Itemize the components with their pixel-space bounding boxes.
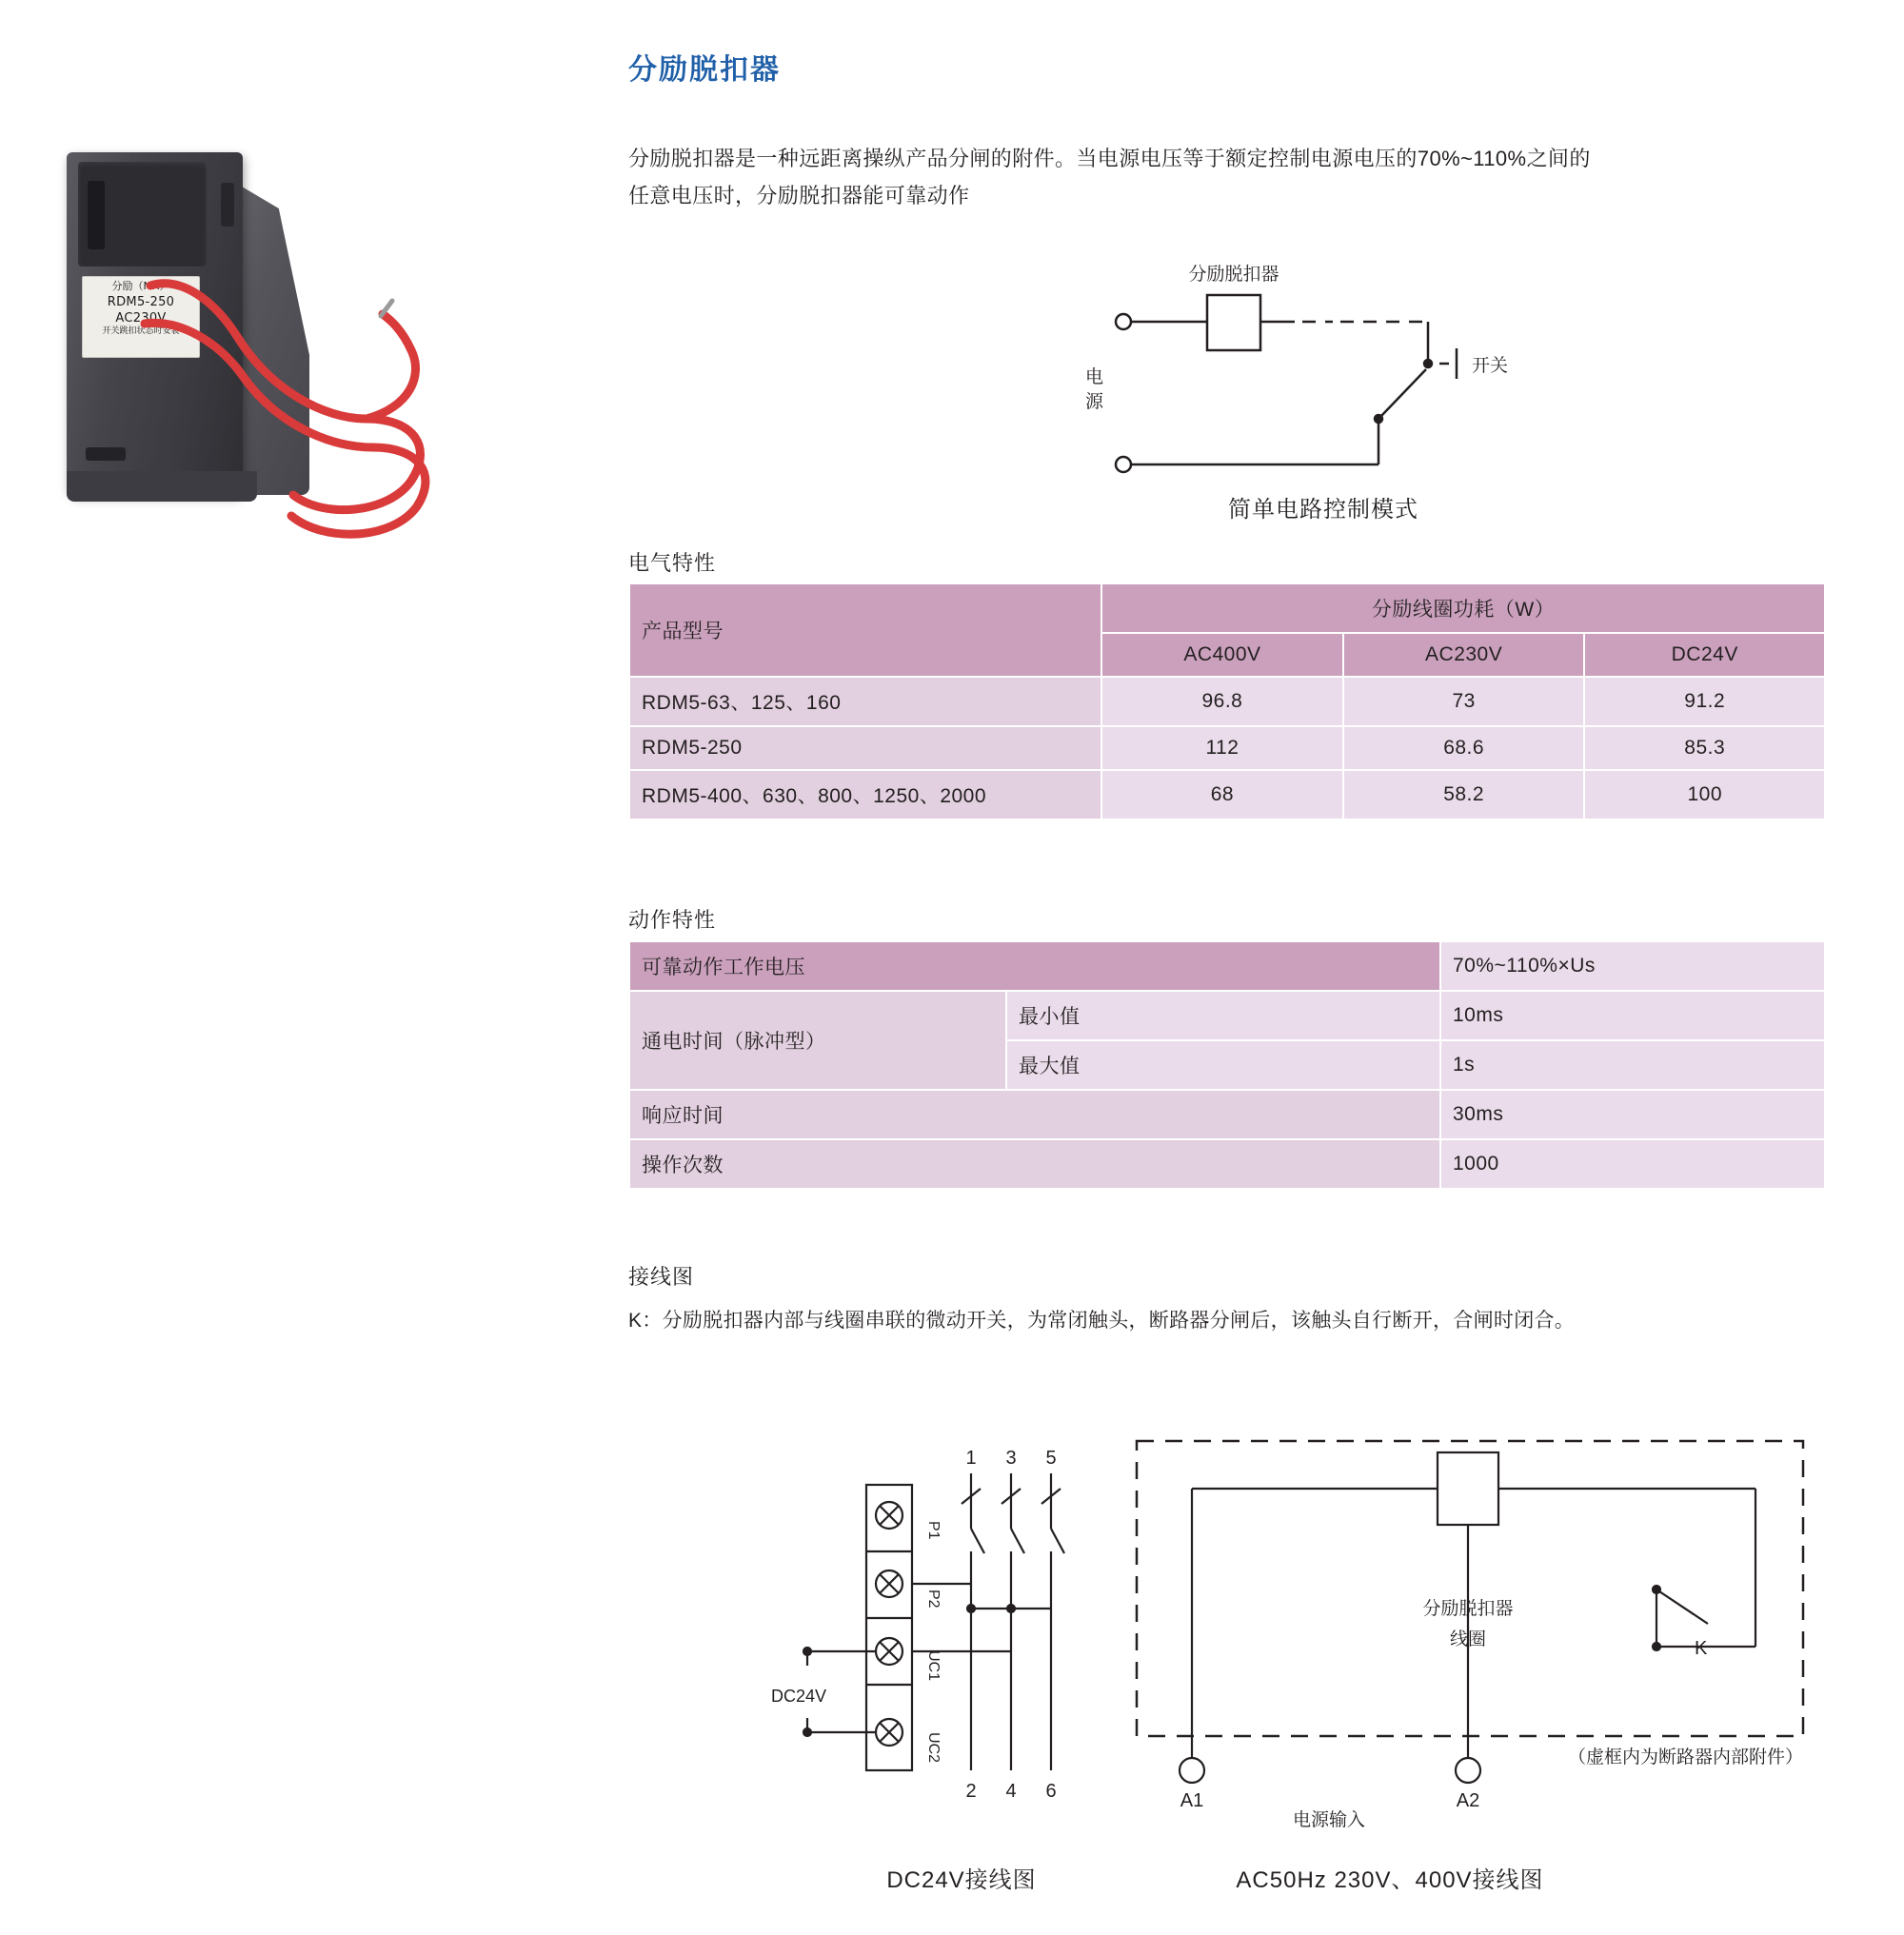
cell-value: 70%~110%×Us: [1440, 941, 1825, 991]
cell-value: 68: [1101, 770, 1343, 819]
cell-label: 响应时间: [629, 1090, 1440, 1139]
dc24v-wiring-diagram: [762, 1447, 1180, 1827]
col-ac400v: AC400V: [1101, 633, 1343, 677]
col-dc24v: DC24V: [1584, 633, 1825, 677]
product-photo: [38, 133, 628, 562]
table-row: [629, 1090, 1825, 1139]
table-row: [629, 583, 1825, 633]
simple-circuit-device-label: 分励脱扣器: [1188, 265, 1279, 285]
cell-value: 68.6: [1343, 726, 1585, 770]
cell-model: RDM5-250: [629, 726, 1101, 770]
cell-value: 85.3: [1584, 726, 1825, 770]
device-label-line4: 开关跳扣状态时安装: [102, 326, 180, 336]
svg-text:P2: P2: [925, 1589, 942, 1609]
svg-text:（虚框内为断路器内部附件）: （虚框内为断路器内部附件）: [1567, 1747, 1803, 1767]
svg-text:K: K: [1695, 1638, 1708, 1659]
device-label-line3: AC230V: [115, 310, 167, 326]
cell-model: RDM5-63、125、160: [629, 677, 1101, 726]
cell-label: 通电时间（脉冲型）: [629, 991, 1006, 1090]
svg-text:A2: A2: [1456, 1790, 1480, 1811]
svg-text:6: 6: [1045, 1781, 1057, 1802]
col-ac230v: AC230V: [1343, 633, 1585, 677]
dc24v-caption: DC24V接线图: [886, 1867, 1037, 1893]
action-characteristics-table: [628, 940, 1826, 1190]
svg-text:源: 源: [1085, 392, 1104, 412]
svg-text:4: 4: [1005, 1781, 1017, 1802]
table-row: [629, 770, 1825, 819]
table-row: [629, 1139, 1825, 1189]
ac-caption: AC50Hz 230V、400V接线图: [1236, 1867, 1544, 1893]
device-label-line2: RDM5-250: [107, 294, 175, 309]
section-label-electrical: 电气特性: [628, 551, 717, 575]
cell-label: 操作次数: [629, 1139, 1440, 1189]
svg-text:UC2: UC2: [925, 1732, 942, 1764]
svg-text:1: 1: [965, 1448, 977, 1469]
svg-text:3: 3: [1005, 1448, 1017, 1469]
simple-circuit-caption: 简单电路控制模式: [1228, 497, 1418, 523]
cell-value: 112: [1101, 726, 1343, 770]
wiring-note: K：分励脱扣器内部与线圈串联的微动开关，为常闭触头，断路器分闸后，该触头自行断开，合闸时闭合。: [628, 1310, 1576, 1332]
section-label-action: 动作特性: [628, 908, 717, 932]
svg-text:A1: A1: [1180, 1790, 1204, 1811]
svg-text:DC24V: DC24V: [771, 1687, 827, 1706]
cell-value: 58.2: [1343, 770, 1585, 819]
table-row: [629, 991, 1825, 1040]
svg-text:电源输入: 电源输入: [1292, 1810, 1366, 1827]
svg-text:5: 5: [1045, 1448, 1057, 1469]
svg-text:电: 电: [1085, 367, 1104, 387]
intro-paragraph: 分励脱扣器是一种远距离操纵产品分闸的附件。当电源电压等于额定控制电源电压的70%~110%之间的任意电压时，分励脱扣器能可靠动作: [628, 147, 1591, 207]
cell-value: 73: [1343, 677, 1585, 726]
electrical-characteristics-table: [628, 582, 1826, 820]
page-title: 分励脱扣器: [628, 54, 781, 86]
cell-value: 91.2: [1584, 677, 1825, 726]
cell-sublabel: 最大值: [1006, 1040, 1440, 1090]
svg-text:开关: 开关: [1472, 356, 1509, 376]
cell-label: 可靠动作工作电压: [629, 941, 1440, 991]
red-wire-graphic: [38, 133, 628, 562]
svg-text:P1: P1: [925, 1521, 942, 1540]
cell-value: 30ms: [1440, 1090, 1825, 1139]
cell-value: 10ms: [1440, 991, 1825, 1040]
cell-value: 96.8: [1101, 677, 1343, 726]
col-coil-power: 分励线圈功耗（W）: [1101, 583, 1825, 633]
cell-value: 1000: [1440, 1139, 1825, 1189]
device-label-line1: 分励（MX）: [111, 280, 170, 292]
section-label-wiring: 接线图: [628, 1265, 695, 1289]
cell-sublabel: 最小值: [1006, 991, 1440, 1040]
table-row: [629, 941, 1825, 991]
svg-text:分励脱扣器: 分励脱扣器: [1422, 1599, 1514, 1619]
table-row: [629, 726, 1825, 770]
cell-model: RDM5-400、630、800、1250、2000: [629, 770, 1101, 819]
table-row: [629, 677, 1825, 726]
svg-text:线圈: 线圈: [1449, 1629, 1487, 1649]
col-product-model: 产品型号: [629, 583, 1101, 677]
svg-text:2: 2: [965, 1781, 977, 1802]
cell-value: 1s: [1440, 1040, 1825, 1090]
svg-text:UC1: UC1: [925, 1650, 942, 1682]
cell-value: 100: [1584, 770, 1825, 819]
ac-wiring-diagram: [1123, 1428, 1828, 1827]
